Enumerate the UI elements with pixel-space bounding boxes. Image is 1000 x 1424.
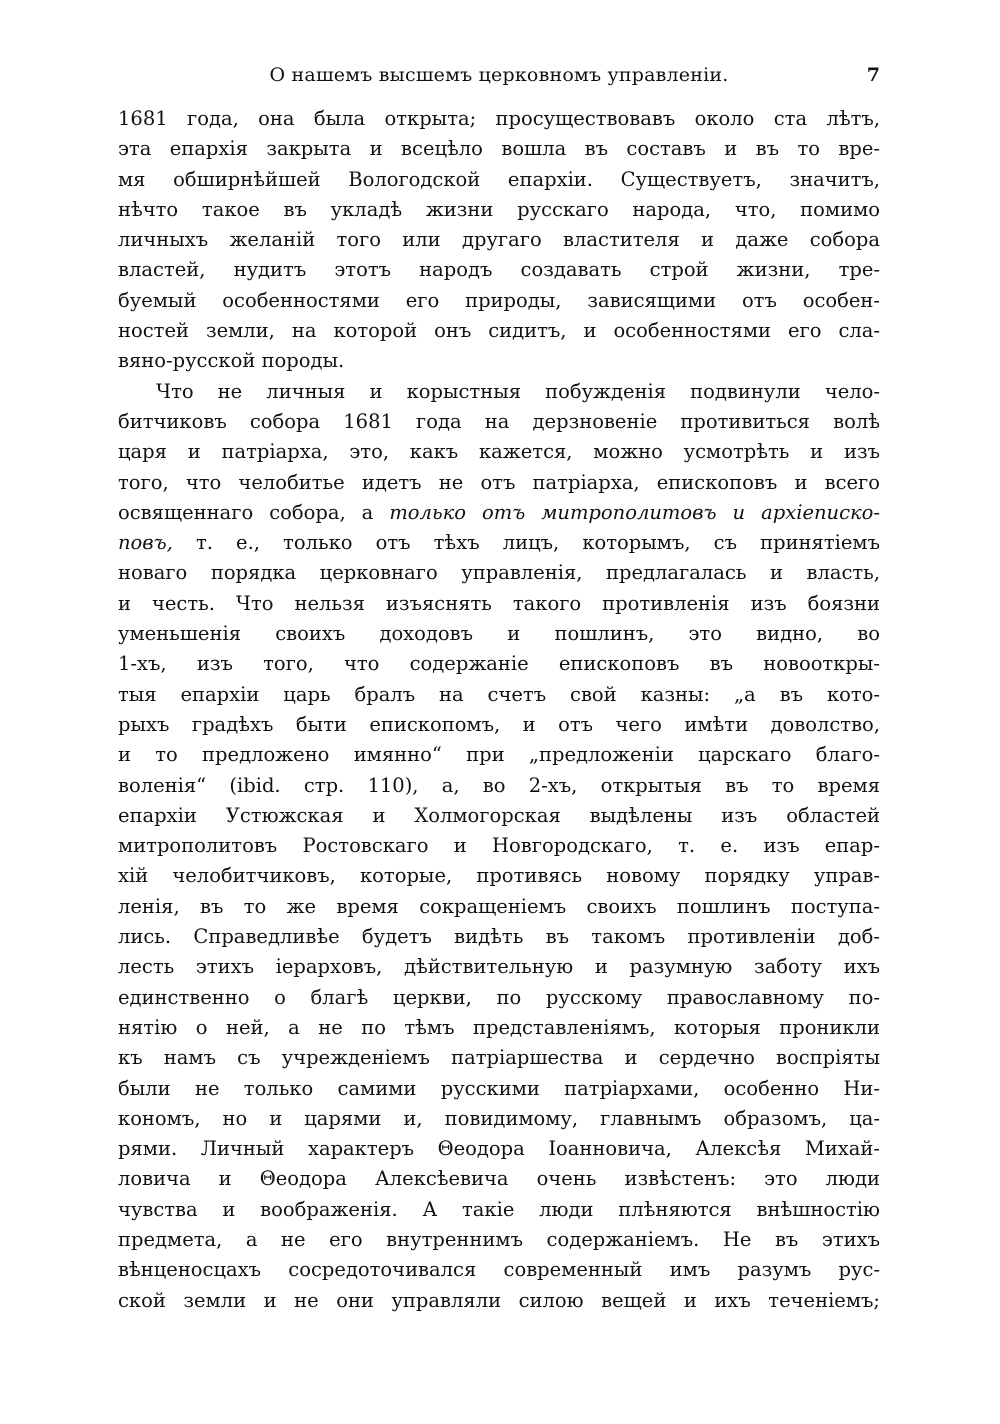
text-line: ловича и Θеодора Алексѣевича очень извѣстенъ: это люди [118, 1167, 880, 1191]
text-line: были не только самими русскими патріархами, особенно Ни- [118, 1076, 880, 1100]
text-line: единственно о благѣ церкви, по русскому православному по- [118, 985, 880, 1009]
running-title: О нашемъ высшемъ церковномъ управленіи. [269, 64, 729, 86]
text-line: митрополитовъ Ростовскаго и Новгородскаго, т. е. изъ епар- [118, 834, 880, 858]
text-line: битчиковъ собора 1681 года на дерзновеніе противиться волѣ [118, 409, 880, 433]
body-text [118, 104, 880, 1316]
text-line: къ намъ съ учрежденіемъ патріаршества и сердечно воспріяты [118, 1046, 880, 1070]
text-line: и честь. Что нельзя изъяснять такого противленія изъ боязни [118, 591, 880, 615]
page-number: 7 [866, 64, 880, 86]
text-line: ностей земли, на которой онъ сидитъ, и особенностями его сла- [118, 319, 880, 343]
text-line: рыхъ градѣхъ быти епископомъ, и отъ чего имѣти доволство, [118, 712, 880, 736]
text-run: освященнаго собора, а [118, 500, 390, 524]
text-line: ленія, въ то же время сокращеніемъ своихъ пошлинъ поступа- [118, 894, 880, 918]
text-line [118, 498, 880, 528]
text-line: воленія“ (ibid. стр. 110), а, во 2-хъ, открытыя въ то время [118, 773, 880, 797]
text-line: властей, нудитъ этотъ народъ создавать строй жизни, тре- [118, 258, 880, 282]
text-line: мя обширнѣйшей Вологодской епархіи. Существуетъ, значитъ, [118, 167, 880, 191]
text-line: уменьшенія своихъ доходовъ и пошлинъ, это видно, во [118, 622, 880, 646]
text-line: хій челобитчиковъ, которые, противясь новому порядку управ- [118, 864, 880, 888]
text-line: епархіи Устюжская и Холмогорская выдѣлены изъ областей [118, 803, 880, 827]
text-line: нѣчто такое въ укладѣ жизни русскаго народа, что, помимо [118, 197, 880, 221]
text-line: царя и патріарха, это, какъ кажется, можно усмотрѣть и изъ [118, 440, 880, 464]
text-line: лесть этихъ іерарховъ, дѣйствительную и разумную заботу ихъ [118, 955, 880, 979]
text-line: новаго порядка церковнаго управленія, предлагалась и власть, [118, 561, 880, 585]
page-header [118, 64, 880, 92]
italic-emphasis: только отъ митрополитовъ и архіеписко- [389, 500, 880, 524]
text-line: 1681 года, она была открыта; просуществовавъ около ста лѣтъ, [118, 107, 880, 130]
text-line: личныхъ желаній того или другаго властителя и даже собора [118, 228, 880, 252]
text-line: эта епархія закрыта и всецѣло вошла въ составъ и въ то вре- [118, 137, 880, 161]
text-line: ской земли и не они управляли силою вещей и ихъ теченіемъ; [118, 1288, 880, 1312]
text-run: т. е., только отъ тѣхъ лицъ, которымъ, съ принятіемъ [172, 531, 880, 555]
text-line: тыя епархіи царь бралъ на счетъ свой казны: „а въ кото- [118, 682, 880, 706]
text-line: 1-хъ, изъ того, что содержаніе епископовъ въ новооткры- [118, 652, 880, 676]
paragraph-start-line: Что не личныя и корыстныя побужденія подвинули чело- [156, 379, 880, 403]
text-line: лись. Справедливѣе будетъ видѣть въ такомъ противленіи доб- [118, 925, 880, 949]
text-line: вѣнценосцахъ сосредоточивался современный имъ разумъ рус- [118, 1258, 880, 1282]
text-line: предмета, а не его внутреннимъ содержаніемъ. Не въ этихъ [118, 1227, 880, 1251]
text-line: вяно-русской породы. [118, 349, 345, 373]
text-line: буемый особенностями его природы, зависящими отъ особен- [118, 288, 880, 312]
text-line: и то предложено имянно“ при „предложеніи царскаго благо- [118, 743, 880, 767]
text-line: рями. Личный характеръ Θеодора Іоанновича, Алексѣя Михай- [118, 1137, 880, 1161]
text-line: кономъ, но и царями и, повидимому, главнымъ образомъ, ца- [118, 1106, 880, 1130]
italic-emphasis: повъ, [118, 531, 173, 555]
text-line: того, что челобитье идетъ не отъ патріарха, епископовъ и всего [118, 470, 880, 494]
text-line [118, 528, 880, 558]
text-line: чувства и воображенія. А такіе люди плѣняются внѣшностію [118, 1197, 880, 1221]
text-line: нятію о ней, а не по тѣмъ представленіямъ, которыя проникли [118, 1015, 880, 1039]
